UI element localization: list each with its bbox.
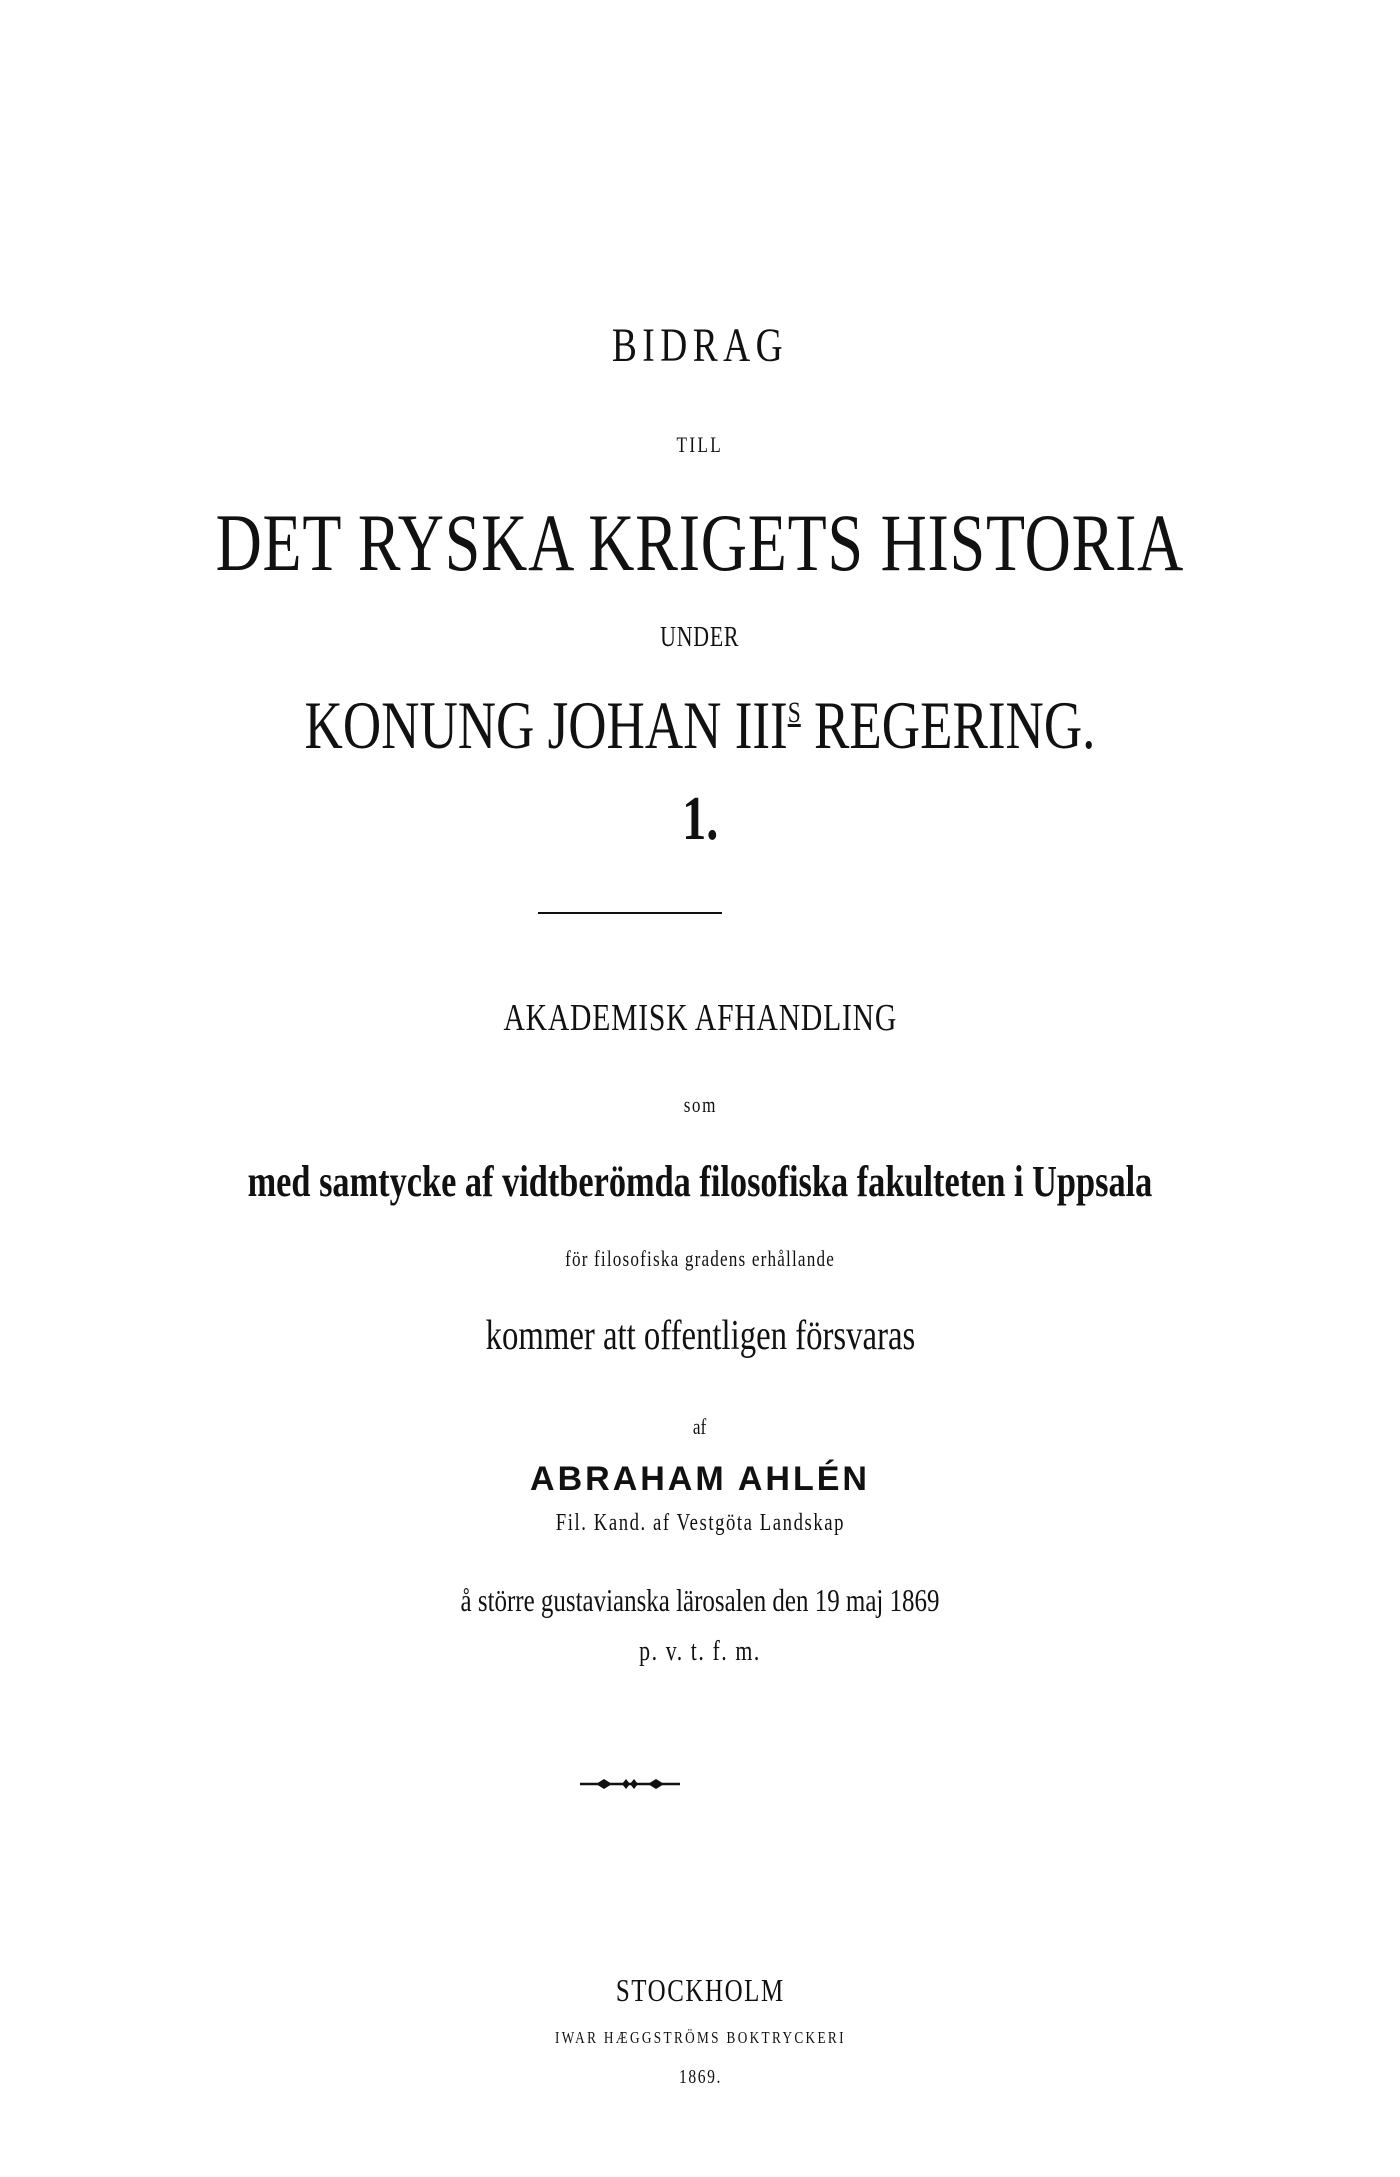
imprint-city: STOCKHOLM [615, 1972, 785, 2008]
text-af: af [693, 1414, 707, 1439]
imprint-printer: IWAR HÆGGSTRÖMS BOKTRYCKERI [554, 2028, 846, 2047]
text-for-gradens: för filosofiska gradens erhållande [565, 1246, 835, 1271]
printers-ornament-icon [578, 1774, 682, 1794]
text-med-samtycke: med samtycke af vidtberömda filosofiska fakulteten i Uppsala [247, 1157, 1153, 1206]
text-som: som [683, 1092, 717, 1117]
part-number: 1. [681, 785, 719, 853]
divider-rule [538, 912, 722, 914]
heading-till: TILL [676, 432, 724, 457]
main-title: DET RYSKA KRIGETS HISTORIA [215, 497, 1185, 588]
heading-bidrag: BIDRAG [611, 319, 789, 372]
superscript-s: S [787, 696, 801, 729]
subtitle-konung: KONUNG JOHAN $III^S$ REGERING. [304, 687, 1096, 763]
text-kommer: kommer att offentligen försvaras [485, 1313, 915, 1359]
heading-under: UNDER [660, 622, 740, 653]
author-name: ABRAHAM AHLÉN [530, 1460, 870, 1498]
author-title: Fil. Kand. af Vestgöta Landskap [555, 1510, 845, 1536]
imprint-year: 1869. [678, 2066, 722, 2088]
text-venue-date: å större gustavianska lärosalen den 19 maj 1869 [460, 1582, 940, 1618]
text-time: p. v. t. f. m. [639, 1636, 761, 1667]
heading-akademisk: AKADEMISK AFHANDLING [503, 997, 897, 1039]
